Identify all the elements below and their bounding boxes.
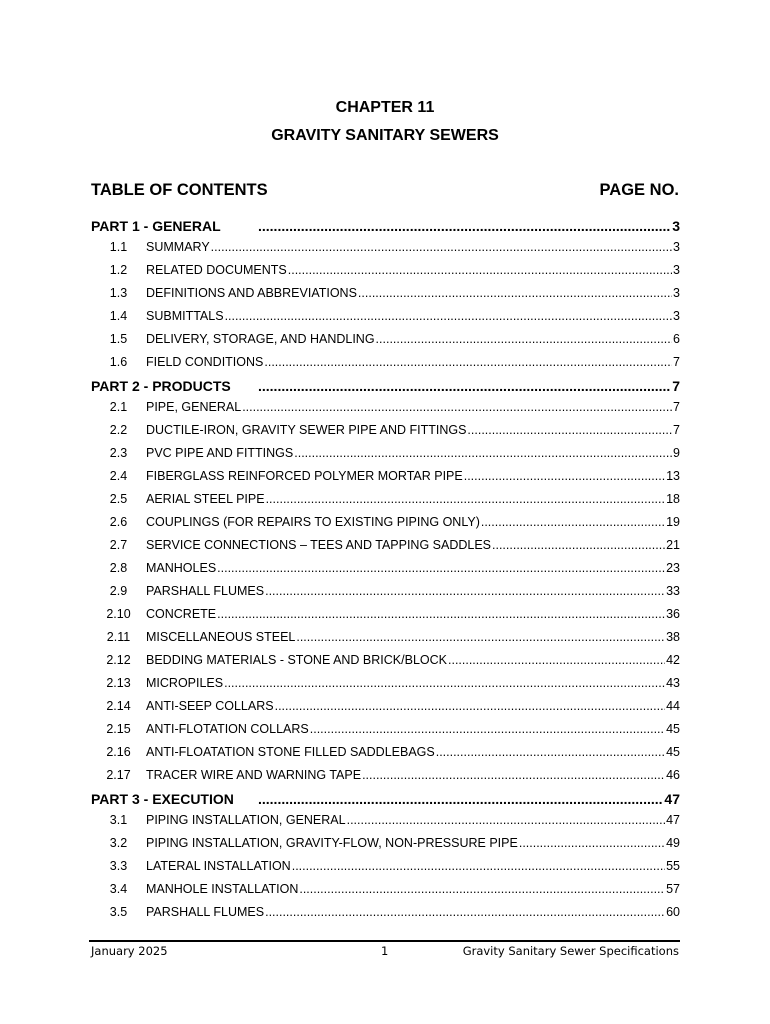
toc-entry-number: 1.6 <box>109 355 128 369</box>
toc-page-number: 47 <box>666 813 680 827</box>
toc-entry-number: 1.1 <box>109 240 128 254</box>
toc-entry-number: 1.2 <box>109 263 128 277</box>
toc-page-number: 7 <box>673 400 680 414</box>
footer-document-title: Gravity Sanitary Sewer Specifications <box>462 944 679 958</box>
toc-entry-number: 2.15 <box>106 722 131 736</box>
toc-page-number: 47 <box>664 791 680 807</box>
toc-page-number: 7 <box>672 378 680 394</box>
toc-entry-label: PIPE, GENERAL <box>146 400 242 414</box>
dot-leader <box>294 446 672 460</box>
dot-leader <box>217 607 665 621</box>
toc-entry-row[interactable] <box>91 630 680 653</box>
toc-entry-label: CONCRETE <box>146 607 217 621</box>
toc-part-label: PART 1 - GENERAL <box>91 218 221 234</box>
toc-entry-number: 3.2 <box>109 836 128 850</box>
toc-entry-label: AERIAL STEEL PIPE <box>146 492 265 506</box>
toc-entry-label: FIBERGLASS REINFORCED POLYMER MORTAR PIPE <box>146 469 463 483</box>
dot-leader <box>224 676 665 690</box>
toc-entry-label: LATERAL INSTALLATION <box>146 859 291 873</box>
toc-page-number: 33 <box>666 584 680 598</box>
toc-entry-row[interactable] <box>91 240 680 263</box>
toc-entry-number: 2.3 <box>109 446 128 460</box>
toc-entry-row[interactable] <box>91 355 680 378</box>
chapter-title: GRAVITY SANITARY SEWERS <box>271 127 499 144</box>
toc-entry-number: 2.10 <box>106 607 131 621</box>
dot-leader <box>347 813 666 827</box>
footer-page-number: 1 <box>381 944 389 958</box>
toc-entry-number: 2.1 <box>109 400 128 414</box>
toc-entry-label: ANTI-FLOATATION STONE FILLED SADDLEBAGS <box>146 745 435 759</box>
toc-page-number: 44 <box>666 699 680 713</box>
toc-page-number: 57 <box>666 882 680 896</box>
toc-entry-number: 2.5 <box>109 492 128 506</box>
dot-leader <box>242 400 672 414</box>
toc-page-number: 19 <box>666 515 680 529</box>
toc-entry-row[interactable] <box>91 653 680 676</box>
dot-leader <box>266 492 666 506</box>
toc-page-number: 3 <box>673 263 680 277</box>
toc-entry-number: 2.6 <box>109 515 128 529</box>
toc-entry-label: PARSHALL FLUMES <box>146 584 265 598</box>
dot-leader <box>299 882 665 896</box>
toc-entry-row[interactable] <box>91 813 680 836</box>
dot-leader <box>481 515 665 529</box>
toc-entry-label: DEFINITIONS AND ABBREVIATIONS <box>146 286 357 300</box>
toc-entry-number: 3.3 <box>109 859 128 873</box>
toc-entry-row[interactable] <box>91 722 680 745</box>
toc-entry-label: MANHOLES <box>146 561 217 575</box>
toc-entry-row[interactable] <box>91 699 680 722</box>
toc-page-number: 43 <box>666 676 680 690</box>
toc-entry-row[interactable] <box>91 309 680 332</box>
toc-page-number: 3 <box>673 240 680 254</box>
toc-entry-label: PIPING INSTALLATION, GENERAL <box>146 813 346 827</box>
toc-entry-number: 2.7 <box>109 538 128 552</box>
toc-entry-label: PARSHALL FLUMES <box>146 905 265 919</box>
toc-entry-row[interactable] <box>91 882 680 905</box>
toc-entry-label: DUCTILE-IRON, GRAVITY SEWER PIPE AND FITTINGS <box>146 423 467 437</box>
toc-page-number: 6 <box>673 332 680 346</box>
toc-entry-number: 2.16 <box>106 745 131 759</box>
dot-leader <box>264 355 672 369</box>
dot-leader <box>310 722 665 736</box>
toc-page-number: 38 <box>666 630 680 644</box>
toc-page-number: 18 <box>666 492 680 506</box>
toc-entry-row[interactable] <box>91 607 680 630</box>
toc-page-number: 3 <box>673 286 680 300</box>
dot-leader <box>467 423 672 437</box>
dot-leader <box>258 791 663 807</box>
toc-page-number: 23 <box>666 561 680 575</box>
toc-page-number: 42 <box>666 653 680 667</box>
page-no-heading: PAGE NO. <box>599 181 679 199</box>
toc-entry-label: ANTI-SEEP COLLARS <box>146 699 274 713</box>
toc-entry-number: 2.9 <box>109 584 128 598</box>
toc-page-number: 13 <box>666 469 680 483</box>
toc-entry-row[interactable] <box>91 286 680 309</box>
toc-part-row[interactable] <box>91 378 680 400</box>
toc-page-number: 60 <box>666 905 680 919</box>
toc-entry-label: FIELD CONDITIONS <box>146 355 264 369</box>
toc-entry-label: MISCELLANEOUS STEEL <box>146 630 296 644</box>
toc-part-label: PART 3 - EXECUTION <box>91 791 234 807</box>
toc-entry-number: 1.3 <box>109 286 128 300</box>
toc-entry-number: 2.11 <box>106 630 131 644</box>
toc-entry-number: 2.8 <box>109 561 128 575</box>
toc-entry-label: MICROPILES <box>146 676 224 690</box>
dot-leader <box>358 286 672 300</box>
toc-page-number: 7 <box>673 355 680 369</box>
toc-page-number: 46 <box>666 768 680 782</box>
dot-leader <box>217 561 665 575</box>
toc-entry-row[interactable] <box>91 446 680 469</box>
toc-entry-row[interactable] <box>91 745 680 768</box>
dot-leader <box>492 538 665 552</box>
toc-entry-row[interactable] <box>91 469 680 492</box>
toc-page-number: 36 <box>666 607 680 621</box>
toc-page-number: 9 <box>673 446 680 460</box>
toc-page-number: 45 <box>666 722 680 736</box>
toc-entry-number: 2.14 <box>106 699 131 713</box>
dot-leader <box>519 836 665 850</box>
toc-entry-number: 3.1 <box>109 813 128 827</box>
toc-entry-number: 3.4 <box>109 882 128 896</box>
toc-entry-row[interactable] <box>91 905 680 928</box>
toc-page-number: 3 <box>672 218 680 234</box>
toc-entry-row[interactable] <box>91 492 680 515</box>
toc-entry-row[interactable] <box>91 538 680 561</box>
chapter-number: CHAPTER 11 <box>335 99 435 116</box>
toc-entry-row[interactable] <box>91 836 680 859</box>
toc-entry-row[interactable] <box>91 676 680 699</box>
dot-leader <box>292 859 665 873</box>
toc-entry-label: COUPLINGS (FOR REPAIRS TO EXISTING PIPING ONLY) <box>146 515 480 529</box>
toc-page-number: 7 <box>673 423 680 437</box>
toc-part-row[interactable] <box>91 218 680 240</box>
toc-entry-row[interactable] <box>91 859 680 882</box>
dot-leader <box>436 745 665 759</box>
dot-leader <box>376 332 673 346</box>
dot-leader <box>211 240 672 254</box>
toc-entry-label: DELIVERY, STORAGE, AND HANDLING <box>146 332 375 346</box>
toc-part-label: PART 2 - PRODUCTS <box>91 378 231 394</box>
toc-page-number: 45 <box>666 745 680 759</box>
dot-leader <box>265 905 665 919</box>
toc-page-number: 3 <box>673 309 680 323</box>
dot-leader <box>288 263 672 277</box>
dot-leader <box>225 309 672 323</box>
footer-rule <box>89 940 680 942</box>
toc-entry-number: 1.4 <box>109 309 128 323</box>
toc-entry-row[interactable] <box>91 561 680 584</box>
toc-entry-number: 2.2 <box>109 423 128 437</box>
toc-part-row[interactable] <box>91 791 680 813</box>
toc-entry-label: PIPING INSTALLATION, GRAVITY-FLOW, NON-PRESSURE PIPE <box>146 836 518 850</box>
toc-entry-label: BEDDING MATERIALS - STONE AND BRICK/BLOCK <box>146 653 447 667</box>
dot-leader <box>296 630 665 644</box>
toc-entry-number: 2.13 <box>106 676 131 690</box>
footer-date: January 2025 <box>91 944 168 958</box>
dot-leader <box>258 218 671 234</box>
dot-leader <box>362 768 665 782</box>
toc-entry-number: 1.5 <box>109 332 128 346</box>
toc-entry-number: 2.17 <box>106 768 131 782</box>
toc-entry-row[interactable] <box>91 515 680 538</box>
toc-entry-label: PVC PIPE AND FITTINGS <box>146 446 294 460</box>
toc-entry-label: ANTI-FLOTATION COLLARS <box>146 722 309 736</box>
dot-leader <box>265 584 665 598</box>
toc-entry-number: 3.5 <box>109 905 128 919</box>
toc-entry-label: SERVICE CONNECTIONS – TEES AND TAPPING SADDLES <box>146 538 492 552</box>
toc-entry-row[interactable] <box>91 263 680 286</box>
dot-leader <box>448 653 665 667</box>
toc-entry-label: MANHOLE INSTALLATION <box>146 882 299 896</box>
toc-page-number: 55 <box>666 859 680 873</box>
toc-entry-row[interactable] <box>91 332 680 355</box>
toc-entry-label: TRACER WIRE AND WARNING TAPE <box>146 768 362 782</box>
toc-page-number: 21 <box>666 538 680 552</box>
toc-entry-row[interactable] <box>91 584 680 607</box>
toc-entry-label: SUMMARY <box>146 240 210 254</box>
dot-leader <box>258 378 671 394</box>
toc-entry-row[interactable] <box>91 768 680 791</box>
dot-leader <box>275 699 666 713</box>
table-of-contents <box>91 218 680 928</box>
toc-entry-row[interactable] <box>91 423 680 446</box>
toc-heading: TABLE OF CONTENTS <box>91 181 268 199</box>
toc-entry-number: 2.4 <box>109 469 128 483</box>
dot-leader <box>464 469 665 483</box>
toc-entry-number: 2.12 <box>106 653 131 667</box>
toc-page-number: 49 <box>666 836 680 850</box>
toc-entry-label: SUBMITTALS <box>146 309 224 323</box>
toc-entry-row[interactable] <box>91 400 680 423</box>
toc-entry-label: RELATED DOCUMENTS <box>146 263 287 277</box>
